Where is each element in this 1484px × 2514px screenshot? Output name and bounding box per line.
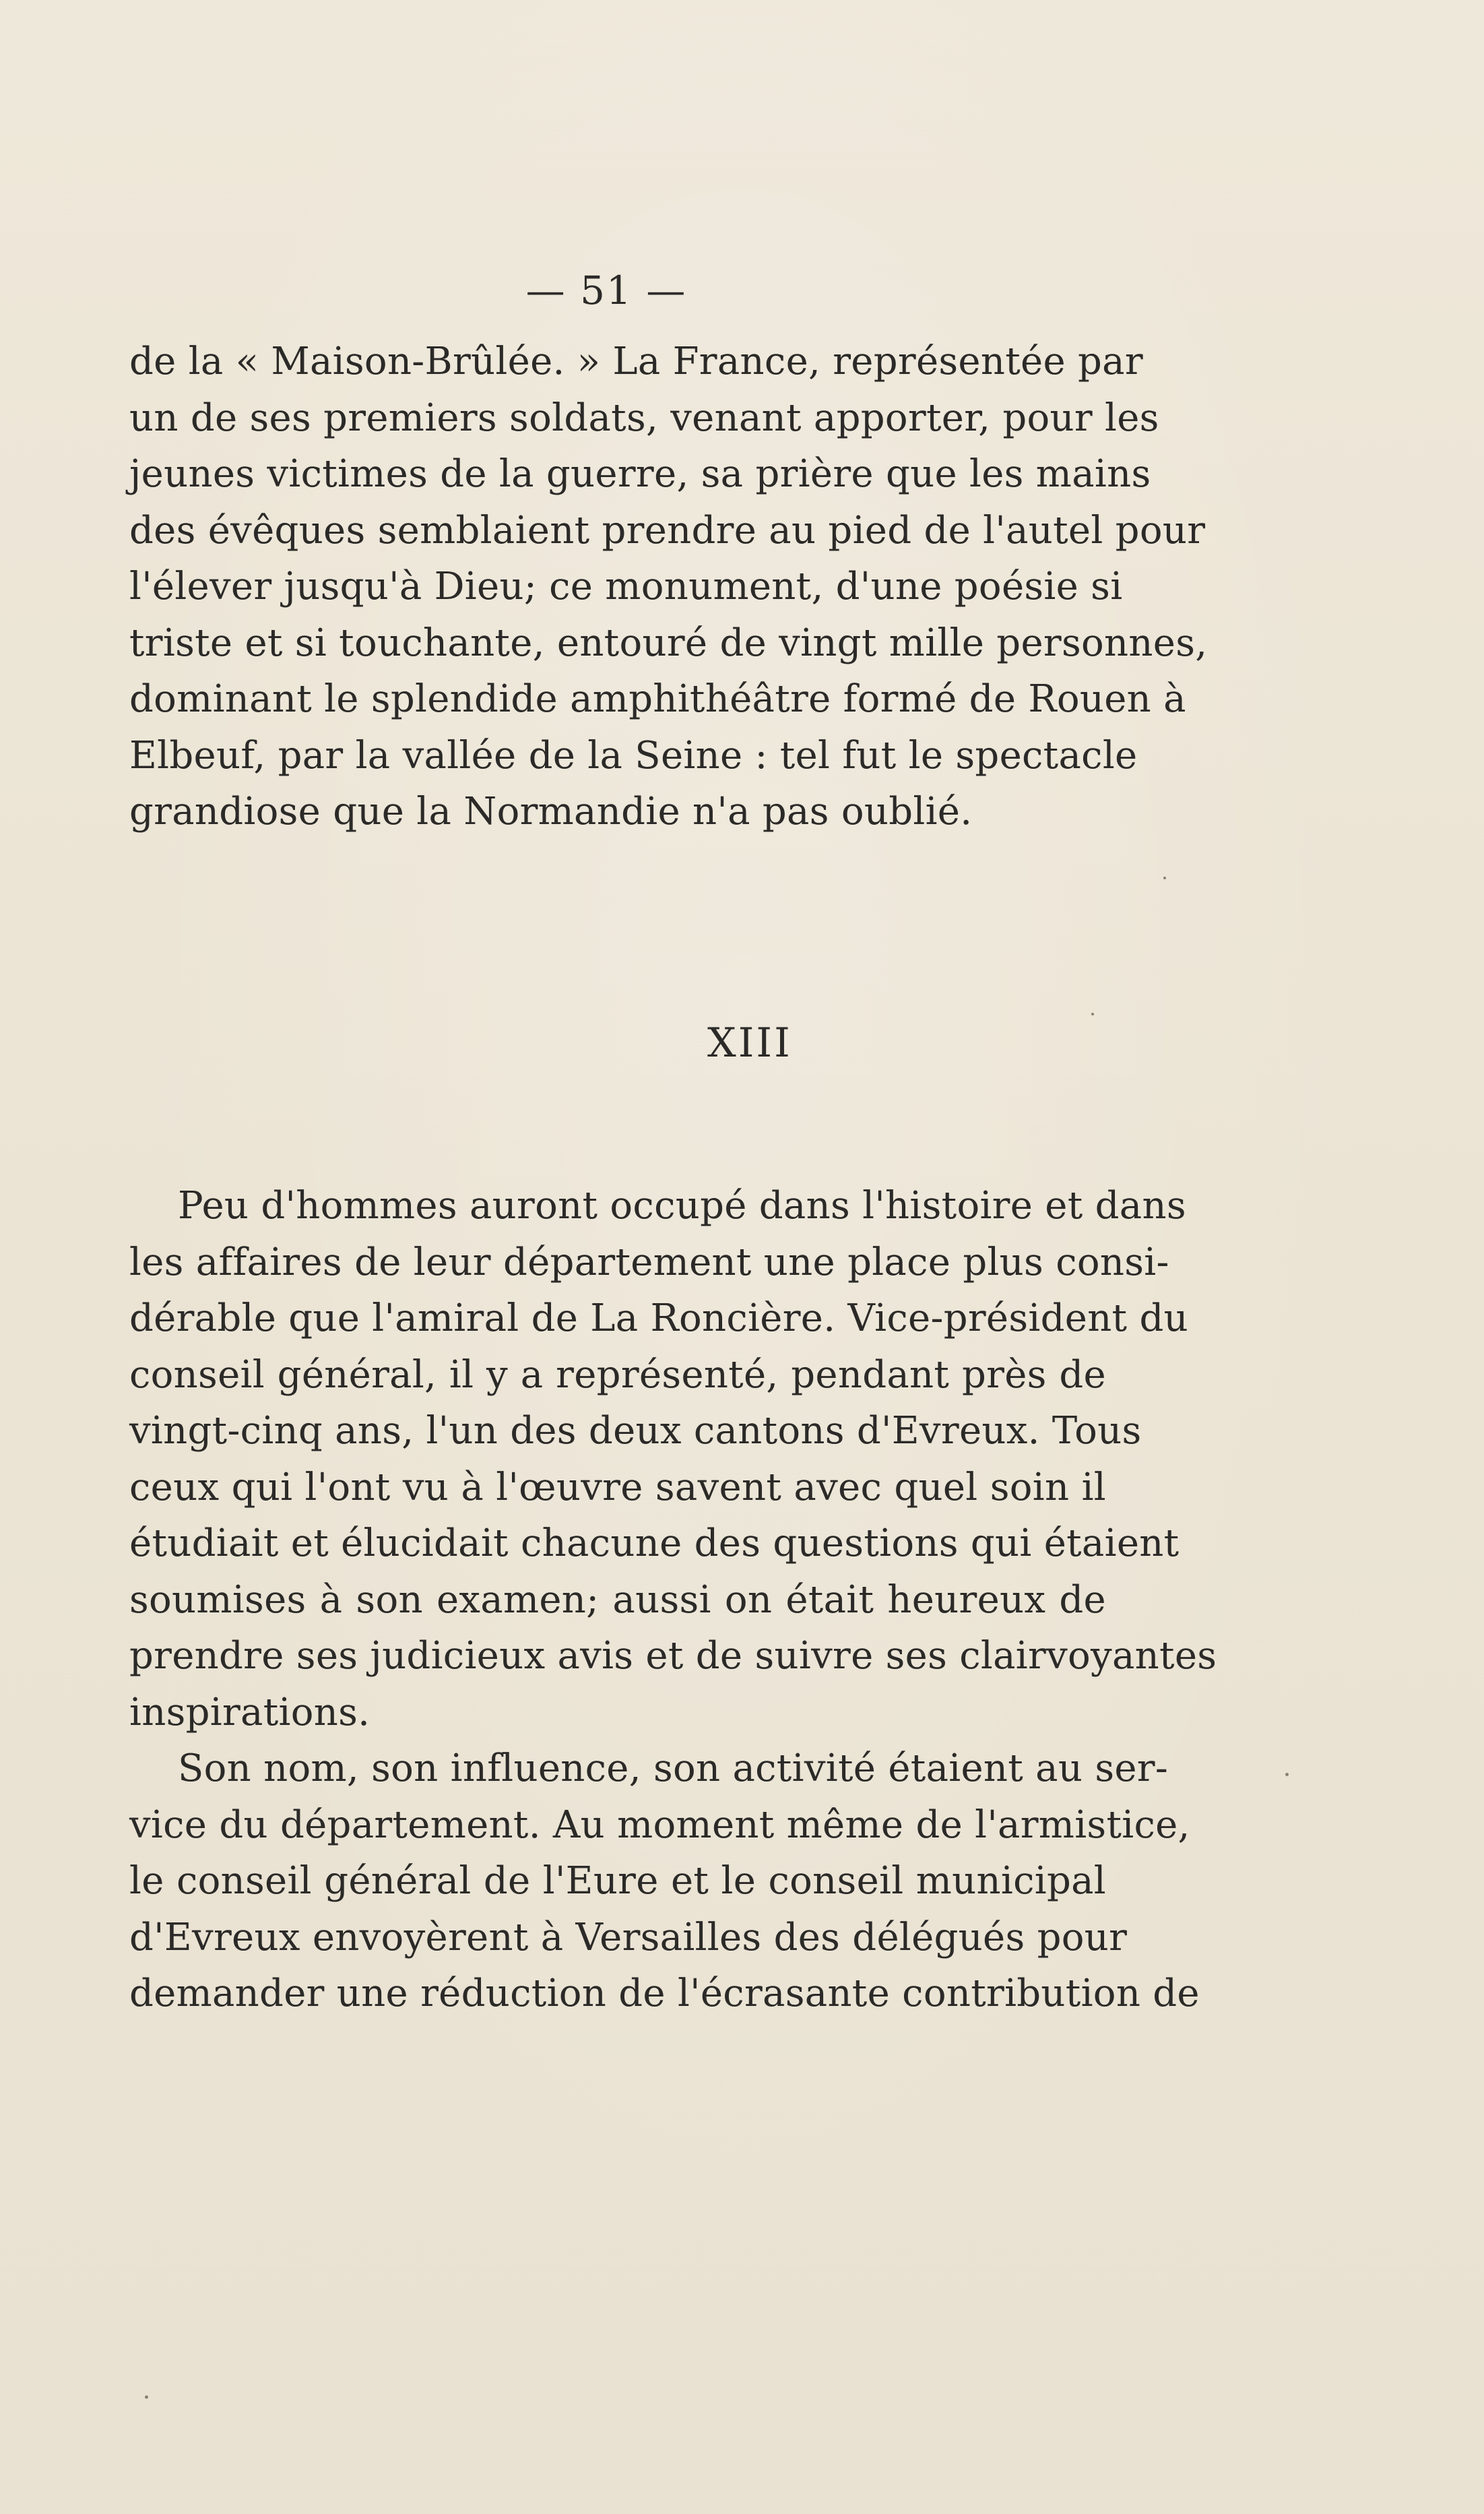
text-line: l'élever jusqu'à Dieu; ce monument, d'une poésie si xyxy=(129,565,1123,608)
paper-speck xyxy=(1091,1013,1094,1015)
text-line: Peu d'hommes auront occupé dans l'histoire et dans xyxy=(178,1184,1186,1228)
text-line: demander une réduction de l'écrasante contribution de xyxy=(129,1972,1200,2015)
paper-speck xyxy=(1285,1773,1289,1776)
paragraph-continuation xyxy=(129,334,1208,840)
text-line: vice du département. Au moment même de l'armistice, xyxy=(129,1802,1190,1847)
text-line: d'Evreux envoyèrent à Versailles des délégués pour xyxy=(129,1915,1128,1959)
paper-speck xyxy=(1163,877,1166,879)
text-line: soumises à son examen; aussi on était heureux de xyxy=(129,1577,1106,1622)
text-line: conseil général, il y a représenté, pendant près de xyxy=(129,1352,1106,1397)
section-body xyxy=(129,1178,1217,2022)
text-line: Son nom, son influence, son activité étaient au ser- xyxy=(178,1747,1169,1790)
text-line: Elbeuf, par la vallée de la Seine : tel fut le spectacle xyxy=(129,733,1138,778)
text-line: les affaires de leur département une place plus consi- xyxy=(129,1240,1169,1284)
text-line: étudiait et élucidait chacune des questions qui étaient xyxy=(129,1521,1180,1565)
text-line: grandiose que la Normandie n'a pas oublié. xyxy=(129,790,973,834)
text-line: de la « Maison-Brûlée. » La France, représentée par xyxy=(129,340,1143,383)
text-line: dérable que l'amiral de La Roncière. Vice-président du xyxy=(129,1296,1188,1340)
text-line: inspirations. xyxy=(129,1690,370,1734)
text-line: jeunes victimes de la guerre, sa prière que les mains xyxy=(129,452,1151,496)
text-line: triste et si touchante, entouré de vingt mille personnes, xyxy=(129,621,1208,665)
paper-speck xyxy=(145,2395,148,2399)
text-line: prendre ses judicieux avis et de suivre ses clairvoyantes xyxy=(129,1634,1217,1678)
section-heading: XIII xyxy=(707,1019,792,1067)
text-line: ceux qui l'ont vu à l'œuvre savent avec quel soin il xyxy=(129,1465,1106,1509)
text-line: des évêques semblaient prendre au pied de l'autel pour xyxy=(129,508,1206,553)
text-line: un de ses premiers soldats, venant apporter, pour les xyxy=(129,396,1159,440)
page-number: — 51 — xyxy=(525,268,687,313)
text-line: le conseil général de l'Eure et le conseil municipal xyxy=(129,1859,1106,1903)
text-line: vingt-cinq ans, l'un des deux cantons d'Evreux. Tous xyxy=(129,1409,1142,1453)
text-line: dominant le splendide amphithéâtre formé de Rouen à xyxy=(129,677,1186,721)
